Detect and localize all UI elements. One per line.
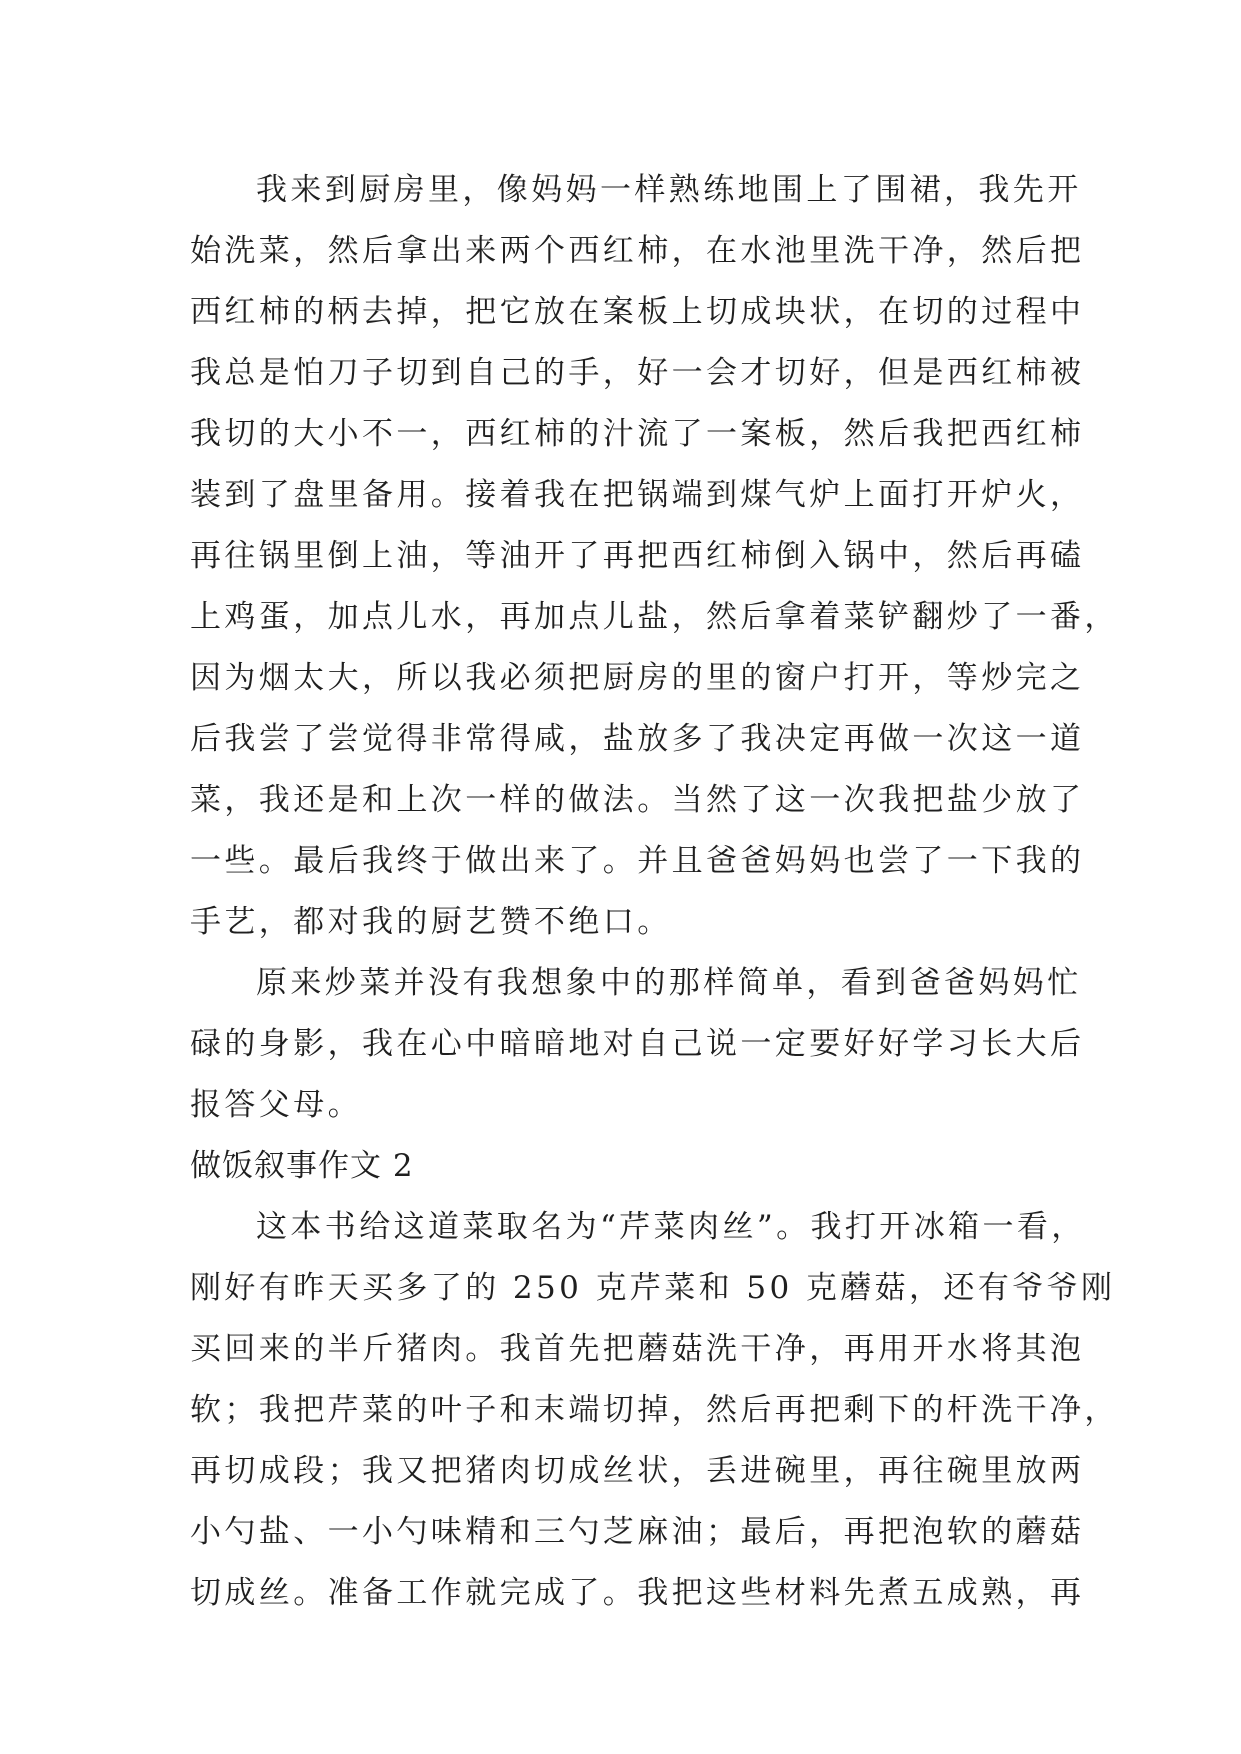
paragraph-2-line-3: 报答父母。 xyxy=(190,1087,362,1123)
paragraph-3-line-7: 切成丝。准备工作就完成了。我把这些材料先煮五成熟，再 xyxy=(190,1575,1085,1611)
paragraph-1-line-6: 装到了盘里备用。接着我在把锅端到煤气炉上面打开炉火， xyxy=(190,477,1085,513)
paragraph-1-line-13: 手艺，都对我的厨艺赞不绝口。 xyxy=(190,904,672,940)
paragraph-1-line-5: 我切的大小不一，西红柿的汁流了一案板，然后我把西红柿 xyxy=(190,416,1085,452)
paragraph-3-line-2: 刚好有昨天买多了的 250 克芹菜和 50 克蘑菇，还有爷爷刚 xyxy=(190,1270,1116,1306)
paragraph-1-line-10: 后我尝了尝觉得非常得咸，盐放多了我决定再做一次这一道 xyxy=(190,721,1085,757)
paragraph-1-line-9: 因为烟太大，所以我必须把厨房的里的窗户打开，等炒完之 xyxy=(190,660,1085,696)
paragraph-1-line-8: 上鸡蛋，加点儿水，再加点儿盐，然后拿着菜铲翻炒了一番， xyxy=(190,599,1119,635)
paragraph-1-line-7: 再往锅里倒上油，等油开了再把西红柿倒入锅中，然后再磕 xyxy=(190,538,1085,574)
paragraph-1-line-11: 菜，我还是和上次一样的做法。当然了这一次我把盐少放了 xyxy=(190,782,1085,818)
paragraph-1-line-1: 我来到厨房里，像妈妈一样熟练地围上了围裙，我先开 xyxy=(256,172,1082,208)
paragraph-3-line-3: 买回来的半斤猪肉。我首先把蘑菇洗干净，再用开水将其泡 xyxy=(190,1331,1085,1367)
paragraph-1-line-12: 一些。最后我终于做出来了。并且爸爸妈妈也尝了一下我的 xyxy=(190,843,1085,879)
paragraph-3-line-5: 再切成段；我又把猪肉切成丝状，丢进碗里，再往碗里放两 xyxy=(190,1453,1085,1489)
paragraph-2-line-2: 碌的身影，我在心中暗暗地对自己说一定要好好学习长大后 xyxy=(190,1026,1085,1062)
paragraph-3-line-4: 软；我把芹菜的叶子和末端切掉，然后再把剩下的杆洗干净， xyxy=(190,1392,1119,1428)
paragraph-1-line-4: 我总是怕刀子切到自己的手，好一会才切好，但是西红柿被 xyxy=(190,355,1085,391)
paragraph-1-line-3: 西红柿的柄去掉，把它放在案板上切成块状，在切的过程中 xyxy=(190,294,1085,330)
paragraph-3-line-6: 小勺盐、一小勺味精和三勺芝麻油；最后，再把泡软的蘑菇 xyxy=(190,1514,1085,1550)
paragraph-2-line-1: 原来炒菜并没有我想象中的那样简单，看到爸爸妈妈忙 xyxy=(256,965,1082,1001)
section-heading: 做饭叙事作文 2 xyxy=(190,1148,414,1184)
document-body xyxy=(190,160,1119,1624)
paragraph-3-line-1: 这本书给这道菜取名为“芹菜肉丝”。我打开冰箱一看， xyxy=(256,1209,1086,1245)
paragraph-1-line-2: 始洗菜，然后拿出来两个西红柿，在水池里洗干净，然后把 xyxy=(190,233,1085,269)
